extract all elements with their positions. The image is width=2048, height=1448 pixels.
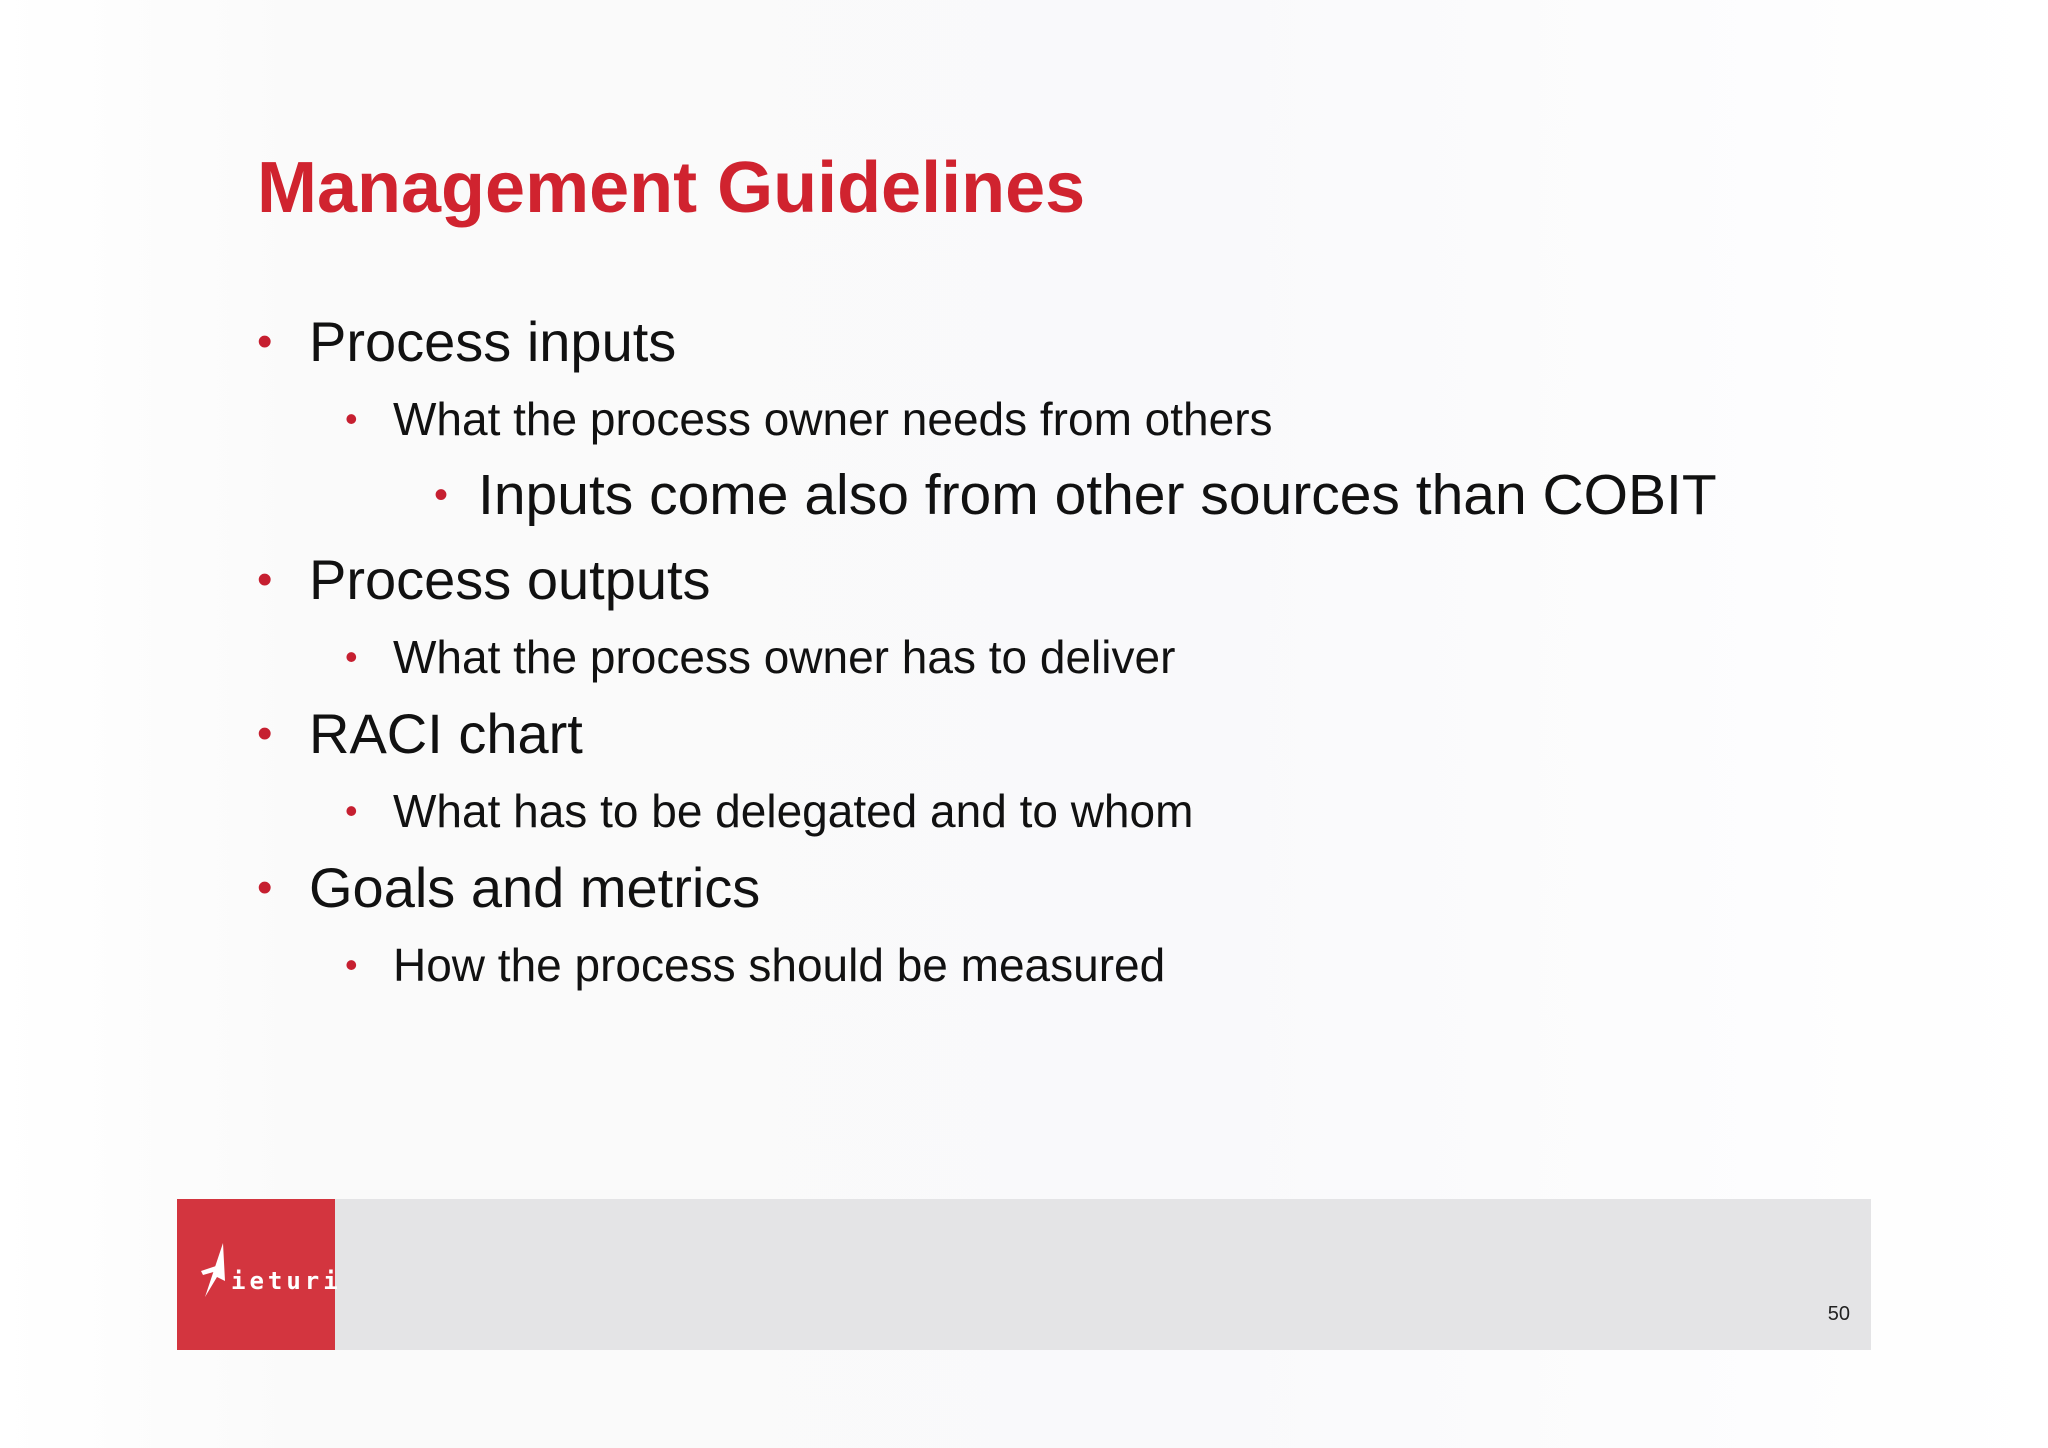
bullet-icon: •	[434, 473, 449, 517]
bullet-icon: •	[257, 317, 273, 366]
bullet-icon: •	[257, 709, 273, 758]
slide-title: Management Guidelines	[257, 148, 1086, 228]
bullet-text: Inputs come also from other sources than COBIT	[478, 463, 1717, 527]
bullet-icon: •	[345, 790, 358, 831]
bullet-text: How the process should be measured	[393, 939, 1166, 991]
bullet-icon: •	[257, 863, 273, 912]
bullet-text: What has to be delegated and to whom	[393, 785, 1194, 837]
footer-bar	[177, 1199, 1871, 1350]
bullet-icon: •	[345, 398, 358, 439]
bullet-text: Process outputs	[309, 548, 711, 611]
bullet-text: Goals and metrics	[309, 856, 761, 919]
bullet-icon: •	[345, 944, 358, 985]
bullet-text: What the process owner has to deliver	[393, 631, 1176, 683]
bullet-text: What the process owner needs from others	[393, 393, 1273, 445]
bullet-text: Process inputs	[309, 310, 677, 373]
bullet-text: RACI chart	[309, 702, 583, 765]
bullet-icon: •	[345, 636, 358, 677]
page-number: 50	[1827, 1303, 1850, 1325]
bullet-icon: •	[257, 555, 273, 604]
logo-wordmark: ieturi	[231, 1267, 342, 1295]
company-logo	[177, 1199, 342, 1350]
